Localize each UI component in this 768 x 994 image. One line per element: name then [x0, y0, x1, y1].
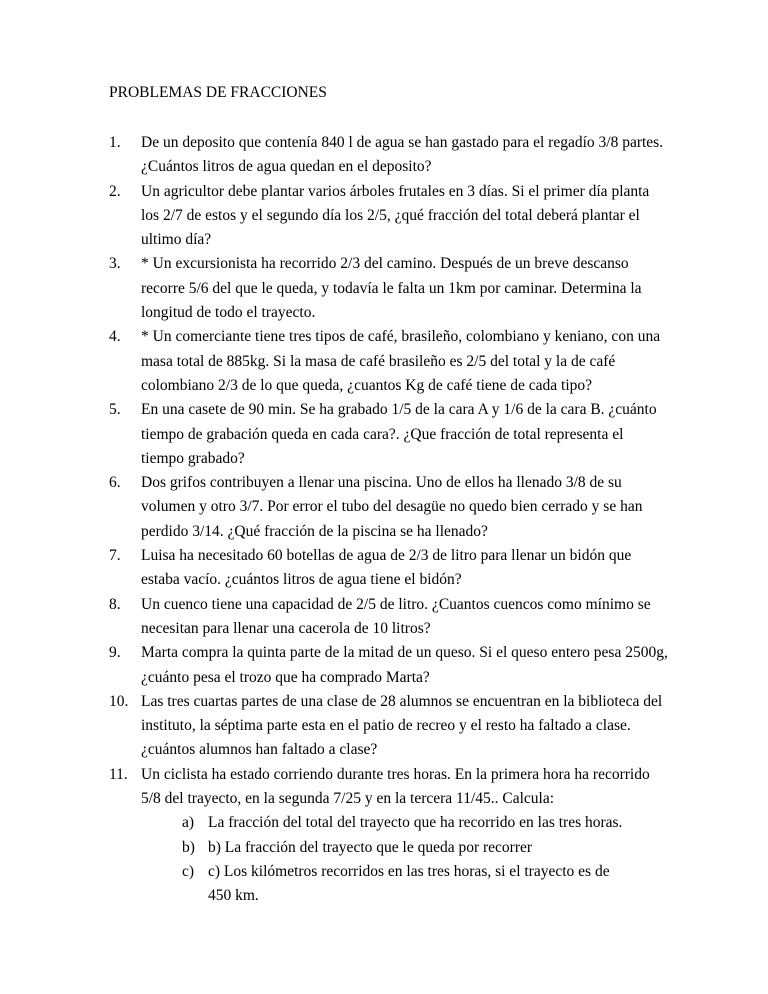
problem-number: 7.	[109, 547, 121, 565]
problem-text: * Un excursionista ha recorrido 2/3 del camino. Después de un breve descanso recorre 5/6 del que le queda, y todavía le falta un 1km por caminar. Determina la longitud de todo el trayecto.	[141, 255, 642, 322]
problem-number: 11.	[109, 765, 128, 783]
sub-question-list	[182, 811, 632, 908]
problem-item	[109, 180, 669, 253]
problem-number: 3.	[109, 255, 121, 273]
sub-question-text: b) La fracción del trayecto que le queda por recorrer	[208, 838, 533, 856]
problem-item	[109, 641, 669, 690]
sub-question-text: La fracción del total del trayecto que ha recorrido en las tres horas.	[208, 814, 623, 832]
problem-number: 6.	[109, 474, 121, 492]
sub-question-text: c) Los kilómetros recorridos en las tres horas, si el trayecto es de 450 km.	[208, 862, 610, 905]
problem-number: 9.	[109, 644, 121, 662]
problem-number: 4.	[109, 328, 121, 346]
problem-item	[109, 763, 669, 909]
problem-number: 8.	[109, 595, 121, 613]
sub-question	[182, 811, 632, 835]
sub-question-letter: a)	[182, 814, 195, 832]
sub-question-letter: c)	[182, 862, 195, 880]
problem-item	[109, 131, 669, 180]
problem-item	[109, 544, 669, 593]
problem-text: Un agricultor debe plantar varios árboles frutales en 3 días. Si el primer día planta los 2/7 de estos y el segundo día los 2/5, ¿qué fracción del total deberá plantar el ultimo día?	[141, 182, 650, 249]
problem-text: De un deposito que contenía 840 l de agua se han gastado para el regadío 3/8 partes. ¿Cuántos litros de agua quedan en el deposito?	[141, 134, 664, 176]
problem-list	[109, 131, 669, 909]
problem-number: 5.	[109, 401, 121, 419]
problem-text: En una casete de 90 min. Se ha grabado 1/5 de la cara A y 1/6 de la cara B. ¿cuánto tiempo de grabación queda en cada cara?. ¿Que fracción de total representa el tiempo grabado?	[141, 401, 657, 467]
sub-question	[182, 860, 632, 909]
problem-text: Marta compra la quinta parte de la mitad de un queso. Si el queso entero pesa 2500g, ¿cuánto pesa el trozo que ha comprado Marta?	[141, 644, 668, 686]
page-title: PROBLEMAS DE FRACCIONES	[109, 84, 327, 101]
problem-item	[109, 325, 669, 398]
problem-item	[109, 471, 669, 544]
problem-number: 10.	[109, 692, 129, 710]
problem-text: Un ciclista ha estado corriendo durante tres horas. En la primera hora ha recorrido 5/8 del trayecto, en la segunda 7/25 y en la tercera 11/45.. Calcula:	[141, 765, 650, 808]
problem-number: 1.	[109, 134, 121, 151]
problem-text: Luisa ha necesitado 60 botellas de agua de 2/3 de litro para llenar un bidón que estaba vacío. ¿cuántos litros de agua tiene el bidón?	[141, 547, 632, 589]
sub-question	[182, 836, 632, 860]
problem-item	[109, 593, 669, 642]
problem-text: Dos grifos contribuyen a llenar una piscina. Uno de ellos ha llenado 3/8 de su volumen y otro 3/7. Por error el tubo del desagüe no quedo bien cerrado y se han perdido 3/14. ¿Qué fracción de la piscina se ha llenado?	[141, 474, 643, 540]
sub-question-letter: b)	[182, 838, 195, 856]
problem-item	[109, 252, 669, 325]
problem-text: * Un comerciante tiene tres tipos de café, brasileño, colombiano y keniano, con una masa total de 885kg. Si la masa de café brasileño es 2/5 del total y la de café colombiano 2/3 de lo que queda, ¿cuantos Kg de café tiene de cada tipo?	[141, 328, 661, 394]
problem-text: Un cuenco tiene una capacidad de 2/5 de litro. ¿Cuantos cuencos como mínimo se necesitan para llenar una cacerola de 10 litros?	[141, 595, 651, 637]
problem-item	[109, 690, 669, 763]
problem-number: 2.	[109, 182, 121, 200]
problem-item	[109, 398, 669, 471]
problem-text: Las tres cuartas partes de una clase de 28 alumnos se encuentran en la biblioteca del instituto, la séptima parte esta en el patio de recreo y el resto ha faltado a clase. ¿cuántos alumnos han faltado a clase?	[141, 692, 663, 759]
